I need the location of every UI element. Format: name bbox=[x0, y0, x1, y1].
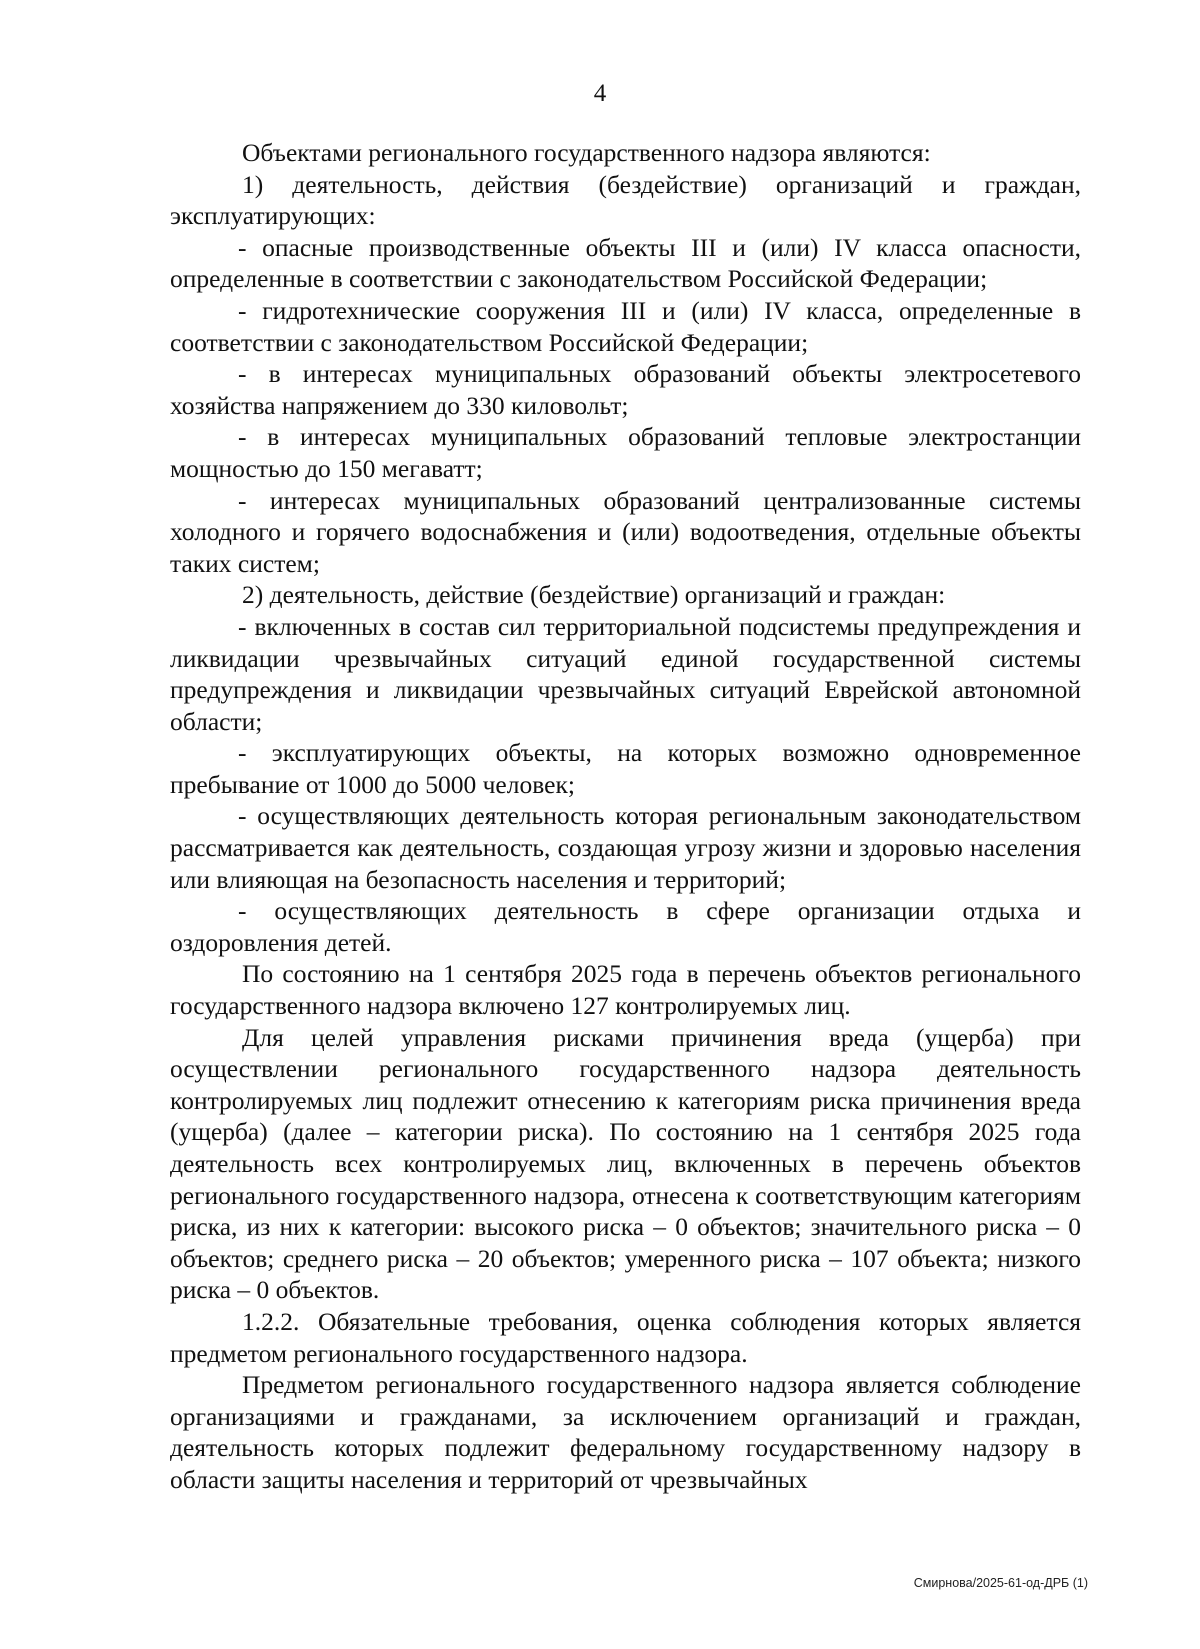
list-item: - интересах муниципальных образований централизованные системы холодного и горячего водоснабжения и (или) водоотведения, отдельные объекты таких систем; bbox=[170, 485, 1081, 578]
list-item: - в интересах муниципальных образований тепловые электростанции мощностью до 150 мегаватт; bbox=[170, 422, 1081, 483]
paragraph-register-count: По состоянию на 1 сентября 2025 года в перечень объектов регионального государственного надзора включено 127 контролируемых лиц. bbox=[170, 959, 1081, 1021]
paragraph-supervision-subject: Предметом регионального государственного надзора является соблюдение организациями и гражданами, за исключением организаций и граждан, деятельность которых подлежит федеральному государственному надзору в области защиты населения и территорий от чрезвычайных bbox=[170, 1370, 1081, 1494]
paragraph-item-2: 2) деятельность, действие (бездействие) организаций и граждан: bbox=[242, 580, 946, 610]
paragraph-section-heading: 1.2.2. Обязательные требования, оценка соблюдения которых является предметом регионального государственного надзора. bbox=[170, 1306, 1081, 1368]
list-item: - осуществляющих деятельность которая региональным законодательством рассматривается как деятельность, создающая угрозу жизни и здоровью населения или влияющая на безопасность населения и территорий; bbox=[170, 801, 1081, 894]
list-item: - осуществляющих деятельность в сфере организации отдыха и оздоровления детей. bbox=[170, 896, 1081, 957]
list-item: - опасные производственные объекты III и (или) IV класса опасности, определенные в соответствии с законодательством Российской Федерации; bbox=[170, 232, 1081, 294]
paragraph-item-1: 1) деятельность, действия (бездействие) организаций и граждан, эксплуатирующих: bbox=[170, 169, 1081, 231]
list-item: - включенных в состав сил территориальной подсистемы предупреждения и ликвидации чрезвычайных ситуаций единой государственной системы предупреждения и ликвидации чрезвычайных ситуаций Еврейской автономной области; bbox=[170, 611, 1081, 736]
document-body bbox=[170, 137, 1081, 1496]
list-item: - гидротехнические сооружения III и (или) IV класса, определенные в соответствии с законодательством Российской Федерации; bbox=[170, 295, 1081, 357]
document-footer-code: Смирнова/2025-61-од-ДРБ (1) bbox=[913, 1576, 1088, 1590]
paragraph-risk-categories: Для целей управления рисками причинения вреда (ущерба) при осуществлении регионального государственного надзора деятельность контролируемых лиц подлежит отнесению к категориям риска причинения вреда (ущерба) (далее – категории риска). По состоянию на 1 сентября 2025 года деятельность всех контролируемых лиц, включенных в перечень объектов регионального государственного надзора, отнесена к соответствующим категориям риска, из них к категории: высокого риска – 0 объектов; значительного риска – 0 объектов; среднего риска – 20 объектов; умеренного риска – 107 объекта; низкого риска – 0 объектов. bbox=[170, 1022, 1081, 1305]
list-item: - в интересах муниципальных образований объекты электросетевого хозяйства напряжением до 330 киловольт; bbox=[170, 359, 1081, 420]
page-number: 4 bbox=[593, 80, 607, 107]
list-item: - эксплуатирующих объекты, на которых возможно одновременное пребывание от 1000 до 5000 человек; bbox=[170, 738, 1081, 799]
paragraph-objects-intro: Объектами регионального государственного надзора являются: bbox=[242, 138, 931, 167]
